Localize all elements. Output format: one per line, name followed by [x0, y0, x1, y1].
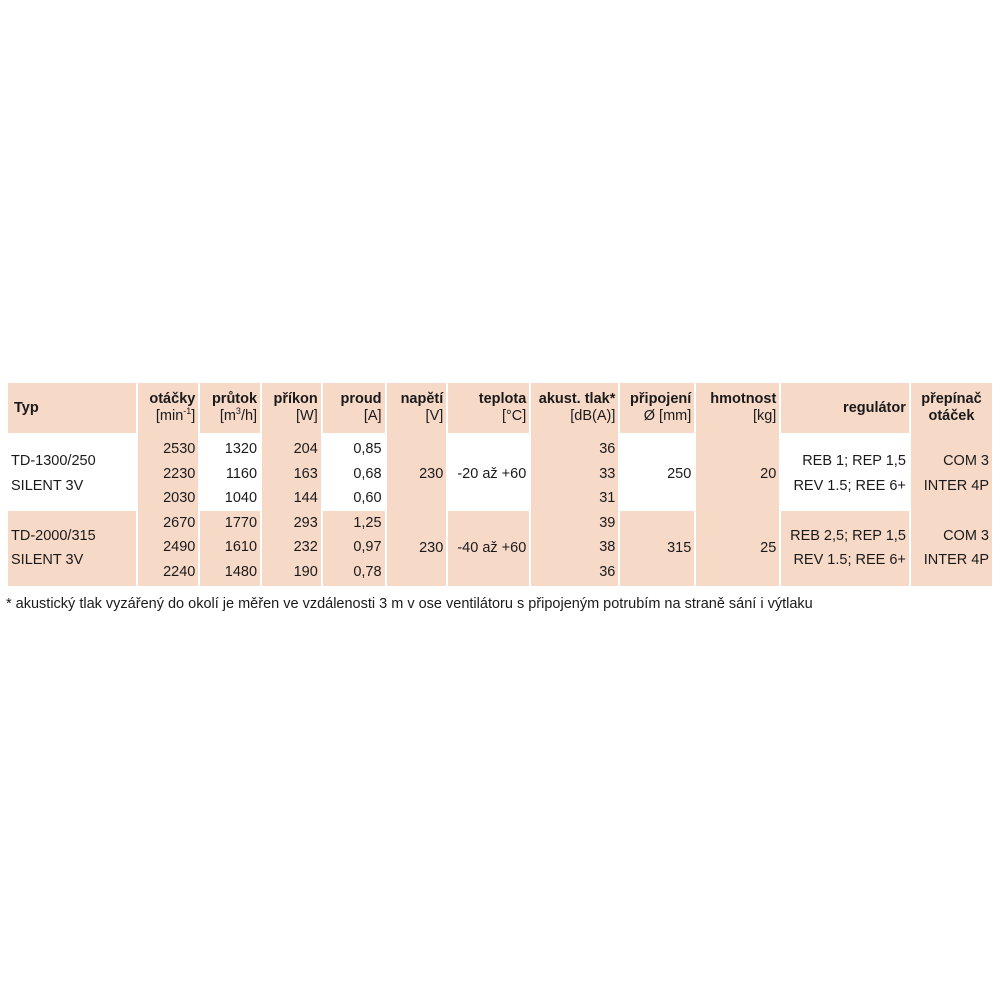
cell-prutok: 1040 [224, 490, 258, 506]
header-otacky: otáčky $[\min^{-1}]$ [138, 383, 199, 433]
spec-table-container [6, 383, 994, 586]
cell-prutok: 1480 [200, 560, 260, 587]
cell-proud: 0,60 [353, 490, 382, 506]
cell-type: TD-1300/250 SILENT 3V [11, 453, 96, 494]
header-proud: proud [A] [323, 383, 385, 433]
cell-type: TD-2000/315 SILENT 3V [8, 511, 136, 587]
header-teplota: teplota [°C] [448, 383, 529, 433]
spec-table [6, 383, 994, 586]
cell-prikon: 204 [262, 433, 321, 462]
cell-proud: 1,25 [323, 511, 385, 536]
cell-prutok: 1160 [225, 465, 258, 482]
header-typ: Typ [8, 383, 136, 433]
cell-otacky: 2490 [138, 535, 199, 560]
cell-prikon: 163 [262, 462, 321, 487]
cell-otacky: 2670 [138, 511, 199, 536]
cell-proud: 0,85 [353, 441, 382, 457]
footnote: * akustický tlak vyzářený do okolí je měřen ve vzdálenosti 3 m v ose ventilátoru s připojeným potrubím na straně sání i výtlaku [6, 596, 813, 612]
cell-otacky: 2240 [138, 560, 199, 587]
cell-pripojeni: 250 [667, 465, 692, 482]
header-hmotnost: hmotnost [kg] [696, 383, 779, 433]
cell-prikon: 232 [262, 535, 321, 560]
cell-akust: 31 [531, 486, 618, 511]
cell-napeti: 230 [387, 433, 447, 511]
cell-prutok: 1610 [200, 535, 260, 560]
cell-prikon: 293 [262, 511, 321, 536]
cell-napeti: 230 [387, 511, 447, 587]
group-td-1300 [8, 433, 992, 511]
cell-prutok: 1320 [224, 441, 258, 457]
cell-regulator: REB 1; REP 1,5 REV 1.5; REE 6+ [793, 453, 906, 494]
cell-regulator: REB 2,5; REP 1,5 REV 1.5; REE 6+ [781, 511, 909, 587]
cell-hmotnost: 20 [696, 433, 779, 511]
header-prikon: příkon [W] [262, 383, 321, 433]
cell-prepinac: COM 3 INTER 4P [911, 433, 992, 511]
header-regulator: regulátor [781, 383, 909, 433]
cell-prutok: 1770 [200, 511, 260, 536]
cell-prepinac: COM 3 INTER 4P [911, 511, 992, 587]
cell-proud: 0,97 [323, 535, 385, 560]
cell-otacky: 2530 [138, 433, 199, 462]
cell-otacky: 2030 [138, 486, 199, 511]
cell-hmotnost: 25 [696, 511, 779, 587]
cell-pripojeni: 315 [620, 511, 694, 587]
header-row [8, 383, 992, 433]
table-row [8, 511, 992, 536]
cell-teplota: -20 až +60 [457, 465, 527, 482]
cell-akust: 36 [531, 560, 618, 587]
cell-akust: 38 [531, 535, 618, 560]
header-pripojeni: připojení Ø [mm] [620, 383, 694, 433]
cell-prikon: 144 [262, 486, 321, 511]
table-row [8, 433, 992, 462]
header-akust: akust. tlak* [dB(A)] [531, 383, 618, 433]
cell-akust: 39 [531, 511, 618, 536]
cell-proud: 0,68 [353, 465, 382, 482]
cell-proud: 0,78 [323, 560, 385, 587]
header-prepinac: přepínač otáček [911, 383, 992, 433]
cell-prikon: 190 [262, 560, 321, 587]
cell-akust: 36 [531, 433, 618, 462]
cell-akust: 33 [531, 462, 618, 487]
header-prutok: průtok $[m^3/h]$ [200, 383, 260, 433]
cell-otacky: 2230 [138, 462, 199, 487]
cell-teplota: -40 až +60 [448, 511, 529, 587]
group-td-2000 [8, 511, 992, 587]
header-napeti: napětí [V] [387, 383, 447, 433]
